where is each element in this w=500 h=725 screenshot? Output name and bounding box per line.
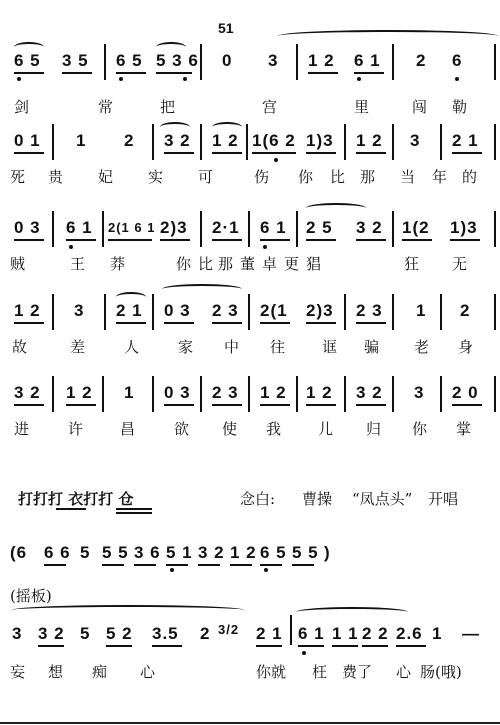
slur bbox=[306, 203, 366, 213]
barline bbox=[52, 376, 54, 412]
barline bbox=[102, 211, 104, 247]
lyric: 你 bbox=[298, 168, 314, 186]
note: 1 bbox=[432, 624, 443, 643]
barline bbox=[440, 376, 442, 412]
lyric: 卓 bbox=[262, 255, 278, 273]
underline bbox=[108, 239, 152, 241]
note: 5 bbox=[80, 624, 91, 643]
lyric: 贵 bbox=[48, 168, 64, 186]
score-row-1 bbox=[0, 20, 500, 130]
underline bbox=[38, 645, 64, 647]
barline bbox=[152, 376, 154, 412]
lyric: 差 bbox=[70, 338, 86, 356]
lyric: 妄 bbox=[10, 663, 26, 681]
barline bbox=[246, 124, 248, 160]
note: 0 3 bbox=[164, 301, 191, 320]
underline bbox=[152, 645, 182, 647]
note: 2 1 bbox=[256, 624, 283, 643]
slur bbox=[296, 607, 408, 617]
underline bbox=[356, 152, 386, 154]
note: 0 1 bbox=[14, 131, 41, 150]
lyric: 那 bbox=[360, 168, 376, 186]
lyric: 勒 bbox=[452, 98, 468, 116]
lyric: 痴 bbox=[92, 663, 108, 681]
underline bbox=[164, 404, 194, 406]
barline bbox=[52, 124, 54, 160]
barline bbox=[494, 211, 496, 247]
lyric: 你就 bbox=[256, 663, 287, 681]
note: 3/2 bbox=[218, 622, 240, 637]
kaichang-cue: 开唱 bbox=[428, 490, 459, 508]
barline bbox=[200, 44, 202, 80]
lyric: 可 bbox=[198, 168, 214, 186]
underline bbox=[306, 239, 336, 241]
note: 2(1 6 1 bbox=[108, 220, 156, 235]
note: 2 1 bbox=[116, 301, 143, 320]
barline bbox=[102, 376, 104, 412]
note: 6 5 bbox=[116, 51, 143, 70]
lyric: 王 bbox=[70, 255, 86, 273]
slur bbox=[12, 605, 244, 615]
note: 3 bbox=[414, 383, 425, 402]
underline bbox=[14, 322, 44, 324]
underline bbox=[306, 152, 336, 154]
underline bbox=[356, 322, 386, 324]
underline bbox=[14, 239, 44, 241]
lyric: 人 bbox=[124, 338, 140, 356]
barline bbox=[392, 376, 394, 412]
low-dot bbox=[274, 158, 278, 162]
barline bbox=[392, 124, 394, 160]
barline bbox=[344, 376, 346, 412]
lyric: 你 bbox=[176, 255, 192, 273]
note: 6 1 bbox=[260, 218, 287, 237]
underline bbox=[362, 645, 388, 647]
note: 2 bbox=[416, 51, 427, 70]
lyric: 故 bbox=[12, 338, 28, 356]
lyric: 想 bbox=[48, 663, 64, 681]
barline bbox=[52, 294, 54, 330]
underline bbox=[106, 645, 132, 647]
barline bbox=[494, 124, 496, 160]
note: 5 3 6 bbox=[156, 51, 199, 70]
note: 1 1 bbox=[332, 624, 359, 643]
underline bbox=[14, 152, 44, 154]
underline bbox=[260, 404, 290, 406]
underline bbox=[66, 239, 96, 241]
note: 2 3 bbox=[356, 301, 383, 320]
note: 1 2 bbox=[308, 51, 335, 70]
low-dot bbox=[119, 77, 123, 81]
lyric: 无 bbox=[452, 255, 468, 273]
note: (6 bbox=[10, 543, 28, 562]
lyric: 儿 bbox=[318, 420, 334, 438]
lyric: 家 bbox=[178, 338, 194, 356]
lyric: 使 bbox=[222, 420, 238, 438]
lyric: 比 bbox=[330, 168, 346, 186]
barline bbox=[392, 44, 394, 80]
underline bbox=[230, 564, 252, 566]
lyric: 心 bbox=[396, 663, 412, 681]
note: 6 bbox=[452, 51, 463, 70]
low-dot bbox=[455, 77, 459, 81]
lyric: 许 bbox=[68, 420, 84, 438]
underline bbox=[306, 404, 336, 406]
note: ) bbox=[324, 543, 331, 562]
barline bbox=[104, 294, 106, 330]
barline bbox=[344, 294, 346, 330]
underline bbox=[306, 322, 336, 324]
note: 2)3 bbox=[160, 218, 188, 237]
low-dot bbox=[263, 245, 267, 249]
barline bbox=[392, 211, 394, 247]
top-number: 51 bbox=[218, 20, 234, 36]
underline bbox=[116, 322, 146, 324]
lyric: 欲 bbox=[174, 420, 190, 438]
underline bbox=[198, 564, 220, 566]
lyric: 猖 bbox=[306, 255, 322, 273]
percussion-line bbox=[0, 484, 500, 514]
underline bbox=[116, 72, 146, 74]
lyric: 我 bbox=[266, 420, 282, 438]
low-dot bbox=[357, 77, 361, 81]
underline bbox=[452, 152, 482, 154]
lyric: 闯 bbox=[412, 98, 428, 116]
lyric: 骗 bbox=[364, 338, 380, 356]
lyric: 你 bbox=[412, 420, 428, 438]
underline bbox=[44, 564, 66, 566]
underline bbox=[156, 72, 192, 74]
note: 3.5 bbox=[152, 624, 179, 643]
note: 3 bbox=[410, 131, 421, 150]
underline bbox=[354, 72, 384, 74]
note: 3 2 bbox=[14, 383, 41, 402]
note: 1(2 bbox=[402, 218, 430, 237]
note: 1 2 bbox=[14, 301, 41, 320]
barline bbox=[104, 44, 106, 80]
note: 6 1 bbox=[298, 624, 325, 643]
underline bbox=[164, 322, 194, 324]
note: 2)3 bbox=[306, 301, 334, 320]
underline bbox=[450, 239, 480, 241]
lyric: 枉 bbox=[312, 663, 328, 681]
lyric: 莽 bbox=[110, 255, 126, 273]
underline bbox=[260, 564, 282, 566]
underline bbox=[102, 564, 124, 566]
lyric: 身 bbox=[458, 338, 474, 356]
lyric: 比 bbox=[198, 255, 214, 273]
percussion-underline bbox=[116, 512, 152, 514]
barline bbox=[344, 124, 346, 160]
lyric: 进 bbox=[14, 420, 30, 438]
low-dot bbox=[302, 651, 306, 655]
lyric: 中 bbox=[224, 338, 240, 356]
lyric: 费了 bbox=[342, 663, 373, 681]
lyric: 贼 bbox=[10, 255, 26, 273]
underline bbox=[166, 564, 188, 566]
note: 3 2 bbox=[38, 624, 65, 643]
note: 6 1 bbox=[66, 218, 93, 237]
score-row-4 bbox=[0, 288, 500, 368]
lyric: 往 bbox=[270, 338, 286, 356]
note: 5 1 bbox=[166, 543, 193, 562]
note: 2 3 bbox=[212, 383, 239, 402]
slur bbox=[162, 284, 242, 294]
underline bbox=[212, 152, 242, 154]
barline bbox=[494, 376, 496, 412]
note: 2 2 bbox=[362, 624, 389, 643]
barline bbox=[248, 294, 250, 330]
lyric: 昌 bbox=[120, 420, 136, 438]
underline bbox=[14, 404, 44, 406]
note: 5 2 bbox=[106, 624, 133, 643]
note: 1 2 bbox=[230, 543, 257, 562]
barline bbox=[440, 294, 442, 330]
underline bbox=[160, 239, 190, 241]
lyric: 常 bbox=[98, 98, 114, 116]
note: 6 1 bbox=[354, 51, 381, 70]
percussion-syllables: 打打打 衣打打 仓 bbox=[18, 490, 134, 508]
note: 1 2 bbox=[356, 131, 383, 150]
barline bbox=[52, 211, 54, 247]
note: 3 bbox=[12, 624, 23, 643]
lyric: 剑 bbox=[14, 98, 30, 116]
note: 0 bbox=[222, 51, 233, 70]
note: 1 2 bbox=[260, 383, 287, 402]
lyric: 年 bbox=[432, 168, 448, 186]
note: 3 2 bbox=[356, 218, 383, 237]
note: 1(6 2 bbox=[252, 131, 296, 150]
note: 1)3 bbox=[450, 218, 478, 237]
low-dot bbox=[170, 568, 174, 572]
page-bottom-rule bbox=[0, 722, 500, 724]
underline bbox=[356, 404, 386, 406]
lyric: 肠(哦) bbox=[420, 663, 462, 681]
lyric: 心 bbox=[140, 663, 156, 681]
underline bbox=[356, 239, 386, 241]
note: 6 5 bbox=[14, 51, 41, 70]
note: 1 bbox=[76, 131, 87, 150]
yaoban-section bbox=[0, 585, 500, 695]
score-row-5 bbox=[0, 370, 500, 450]
percussion-underline bbox=[116, 508, 152, 510]
score-row-2 bbox=[0, 118, 500, 198]
barline bbox=[248, 376, 250, 412]
note: 1 bbox=[416, 301, 427, 320]
note: 1 bbox=[124, 383, 135, 402]
barline bbox=[248, 211, 250, 247]
note: 5 bbox=[80, 543, 91, 562]
barline bbox=[494, 44, 496, 80]
low-dot bbox=[69, 245, 73, 249]
barline bbox=[200, 124, 202, 160]
lyric: 归 bbox=[366, 420, 382, 438]
low-dot bbox=[264, 568, 268, 572]
barline bbox=[392, 294, 394, 330]
underline bbox=[14, 72, 44, 74]
note: 1)3 bbox=[306, 131, 334, 150]
underline bbox=[396, 645, 426, 647]
low-dot bbox=[183, 77, 187, 81]
lyric: 老 bbox=[414, 338, 430, 356]
barline bbox=[200, 211, 202, 247]
note: 2·1 bbox=[212, 218, 240, 237]
percussion-underline bbox=[56, 508, 86, 510]
note: 2 3 bbox=[212, 301, 239, 320]
underline bbox=[260, 322, 290, 324]
note: 1 2 bbox=[306, 383, 333, 402]
barline bbox=[296, 376, 298, 412]
lyric: 董 bbox=[240, 255, 256, 273]
note: 3 5 bbox=[62, 51, 89, 70]
recitation-label: 念白: bbox=[240, 490, 276, 508]
underline bbox=[332, 645, 358, 647]
note: 0 3 bbox=[164, 383, 191, 402]
note: 1 2 bbox=[212, 131, 239, 150]
barline bbox=[152, 294, 154, 330]
note: 2(1 bbox=[260, 301, 288, 320]
underline bbox=[212, 322, 242, 324]
underline bbox=[62, 72, 92, 74]
note: 5 5 bbox=[102, 543, 129, 562]
underline bbox=[164, 152, 194, 154]
barline bbox=[290, 615, 292, 645]
note: — bbox=[462, 624, 480, 643]
note: 6 6 bbox=[44, 543, 71, 562]
underline bbox=[212, 239, 242, 241]
note: 2 5 bbox=[306, 218, 333, 237]
note: 3 2 bbox=[198, 543, 225, 562]
underline bbox=[452, 404, 482, 406]
note: 0 3 bbox=[14, 218, 41, 237]
lyric: 实 bbox=[148, 168, 164, 186]
speaker-name: 曹操 bbox=[302, 490, 333, 508]
note: 3 bbox=[74, 301, 85, 320]
barline bbox=[494, 294, 496, 330]
underline bbox=[402, 239, 432, 241]
interlude-line bbox=[0, 540, 500, 570]
note: 3 2 bbox=[356, 383, 383, 402]
barline bbox=[440, 124, 442, 160]
note: 3 6 bbox=[134, 543, 161, 562]
fengdiantou-cue: “凤点头” bbox=[352, 490, 413, 508]
barline bbox=[296, 44, 298, 80]
lyric: 妃 bbox=[98, 168, 114, 186]
underline bbox=[212, 404, 242, 406]
underline bbox=[256, 645, 282, 647]
lyric: 掌 bbox=[456, 420, 472, 438]
note: 6 5 bbox=[260, 543, 287, 562]
note: 2.6 bbox=[396, 624, 423, 643]
lyric: 当 bbox=[400, 168, 416, 186]
note: 1 2 bbox=[66, 383, 93, 402]
note: 2 1 bbox=[452, 131, 479, 150]
barline bbox=[200, 376, 202, 412]
lyric: 死 bbox=[10, 168, 26, 186]
note: 3 2 bbox=[164, 131, 191, 150]
note: 2 0 bbox=[452, 383, 479, 402]
score-row-3 bbox=[0, 205, 500, 285]
barline bbox=[152, 124, 154, 160]
lyric: 更 bbox=[284, 255, 300, 273]
lyric: 把 bbox=[160, 98, 176, 116]
lyric: 宫 bbox=[262, 98, 278, 116]
underline bbox=[66, 404, 96, 406]
note: 5 5 bbox=[292, 543, 319, 562]
lyric: 那 bbox=[218, 255, 234, 273]
underline bbox=[134, 564, 156, 566]
lyric: 诓 bbox=[322, 338, 338, 356]
underline bbox=[308, 72, 338, 74]
lyric: 的 bbox=[462, 168, 478, 186]
underline bbox=[298, 645, 324, 647]
lyric: 伤 bbox=[254, 168, 270, 186]
note: 2 bbox=[124, 131, 135, 150]
underline bbox=[252, 152, 296, 154]
lyric: 狂 bbox=[404, 255, 420, 273]
slur bbox=[278, 30, 498, 42]
low-dot bbox=[17, 77, 21, 81]
note: 2 bbox=[460, 301, 471, 320]
underline bbox=[292, 564, 314, 566]
barline bbox=[296, 211, 298, 247]
underline bbox=[260, 239, 290, 241]
lyric: 里 bbox=[354, 98, 370, 116]
yaoban-label: (摇板) bbox=[10, 587, 52, 605]
note: 3 bbox=[268, 51, 279, 70]
note: 2 bbox=[200, 624, 211, 643]
